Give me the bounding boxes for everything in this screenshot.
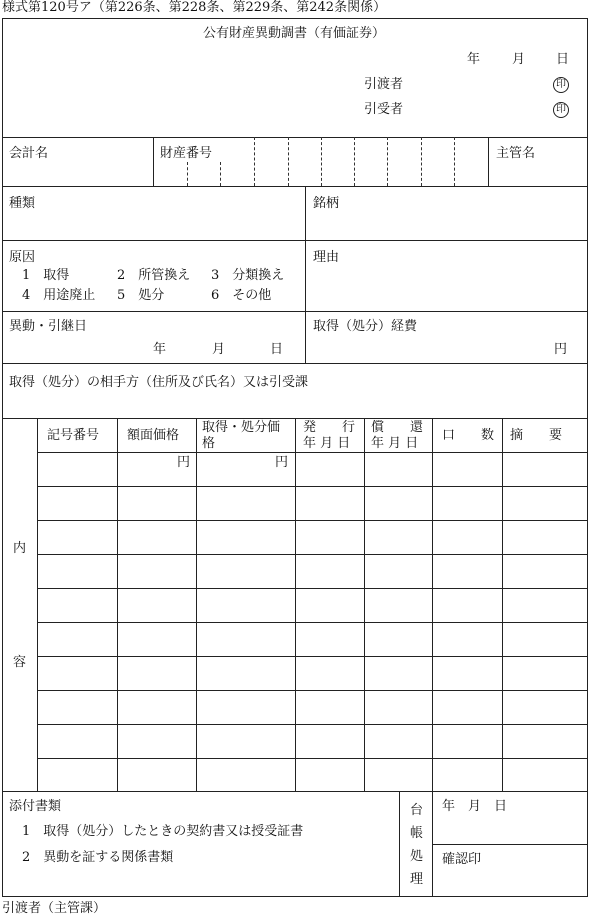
cost-label: 取得（処分）経費 xyxy=(313,319,418,334)
rule xyxy=(2,240,588,241)
rule xyxy=(295,418,296,791)
rule xyxy=(37,656,588,657)
header-symbol-number: 記号番号 xyxy=(47,428,100,443)
rule xyxy=(153,137,154,186)
attachments-label: 添付書類 xyxy=(9,799,62,814)
contents-side-label-bottom: 容 xyxy=(13,655,27,670)
rule xyxy=(37,724,588,725)
rule xyxy=(321,137,322,186)
rule xyxy=(37,690,588,691)
rule xyxy=(432,844,588,845)
rule xyxy=(254,137,255,186)
rule xyxy=(454,137,455,186)
rule xyxy=(37,520,588,521)
transfer-month: 月 xyxy=(212,342,226,357)
header-redemption: 償 還 xyxy=(371,420,424,435)
date-month: 月 xyxy=(512,52,526,67)
rule xyxy=(37,622,588,623)
rule xyxy=(354,137,355,186)
rule xyxy=(2,791,588,792)
contents-side-label-top: 内 xyxy=(13,541,27,556)
header-face-value: 額面価格 xyxy=(127,428,180,443)
rule xyxy=(399,791,400,897)
footer-note: 引渡者（主管課） xyxy=(2,901,107,916)
header-acquisition-price-2: 格 xyxy=(202,436,216,451)
cause-option: 1 取得 xyxy=(22,268,70,283)
handover-label: 引渡者 xyxy=(364,77,404,92)
rule xyxy=(196,418,197,791)
transfer-date-label: 異動・引継日 xyxy=(9,319,88,334)
seal-icon: 印 xyxy=(553,77,569,93)
rule xyxy=(2,363,588,364)
rule xyxy=(364,418,365,791)
rule xyxy=(432,418,433,791)
rule xyxy=(220,162,221,186)
rule xyxy=(37,588,588,589)
brand-label: 銘柄 xyxy=(313,196,340,211)
rule xyxy=(37,452,588,453)
date-day: 日 xyxy=(556,52,570,67)
ledger-label-char: 理 xyxy=(410,872,424,887)
cause-option: 2 所管換え xyxy=(117,268,191,283)
cause-option: 6 その他 xyxy=(211,288,272,303)
cause-label: 原因 xyxy=(9,250,36,265)
account-name-label: 会計名 xyxy=(9,146,49,161)
rule xyxy=(37,486,588,487)
acquisition-price-unit: 円 xyxy=(275,455,289,470)
receiver-label: 引受者 xyxy=(364,102,404,117)
rule xyxy=(288,137,289,186)
rule xyxy=(2,186,588,187)
ledger-label-char: 台 xyxy=(410,803,424,818)
attachment-item: 2 異動を証する関係書類 xyxy=(22,850,174,865)
seal-icon: 印 xyxy=(553,102,569,118)
rule xyxy=(37,554,588,555)
header-redemption-date: 年 月 日 xyxy=(371,436,419,451)
rule xyxy=(2,137,588,138)
form-number: 様式第120号ア（第226条、第228条、第229条、第242条関係） xyxy=(2,0,387,15)
form-title: 公有財産異動調書（有価証券） xyxy=(203,26,386,41)
rule xyxy=(37,758,588,759)
property-number-label: 財産番号 xyxy=(160,146,213,161)
rule xyxy=(421,137,422,186)
header-issue: 発 行 xyxy=(303,420,356,435)
rule xyxy=(2,311,588,312)
counterparty-label: 取得（処分）の相手方（住所及び氏名）又は引受課 xyxy=(9,375,309,390)
attachment-item: 1 取得（処分）したときの契約書又は授受証書 xyxy=(22,824,304,839)
reason-label: 理由 xyxy=(313,250,340,265)
cost-unit: 円 xyxy=(554,342,568,357)
confirmation-seal-label: 確認印 xyxy=(442,852,482,867)
header-acquisition-price: 取得・処分価 xyxy=(202,420,281,435)
transfer-day: 日 xyxy=(270,342,284,357)
rule xyxy=(37,418,38,791)
rule xyxy=(488,137,489,186)
header-remarks: 摘 要 xyxy=(510,428,563,443)
rule xyxy=(117,418,118,791)
ledger-label-char: 帳 xyxy=(410,826,424,841)
cause-option: 5 処分 xyxy=(117,288,165,303)
kind-label: 種類 xyxy=(9,196,36,211)
rule xyxy=(387,137,388,186)
transfer-year: 年 xyxy=(153,342,167,357)
header-issue-date: 年 月 日 xyxy=(303,436,351,451)
cause-option: 4 用途廃止 xyxy=(22,288,96,303)
rule xyxy=(502,418,503,791)
rule xyxy=(187,162,188,186)
date-year: 年 xyxy=(467,52,481,67)
department-label: 主管名 xyxy=(496,146,536,161)
rule xyxy=(305,186,306,363)
header-units: 口 数 xyxy=(442,428,495,443)
cause-option: 3 分類換え xyxy=(211,268,285,283)
ledger-label-char: 処 xyxy=(410,849,424,864)
face-value-unit: 円 xyxy=(177,455,191,470)
ledger-date: 年 月 日 xyxy=(442,799,508,814)
